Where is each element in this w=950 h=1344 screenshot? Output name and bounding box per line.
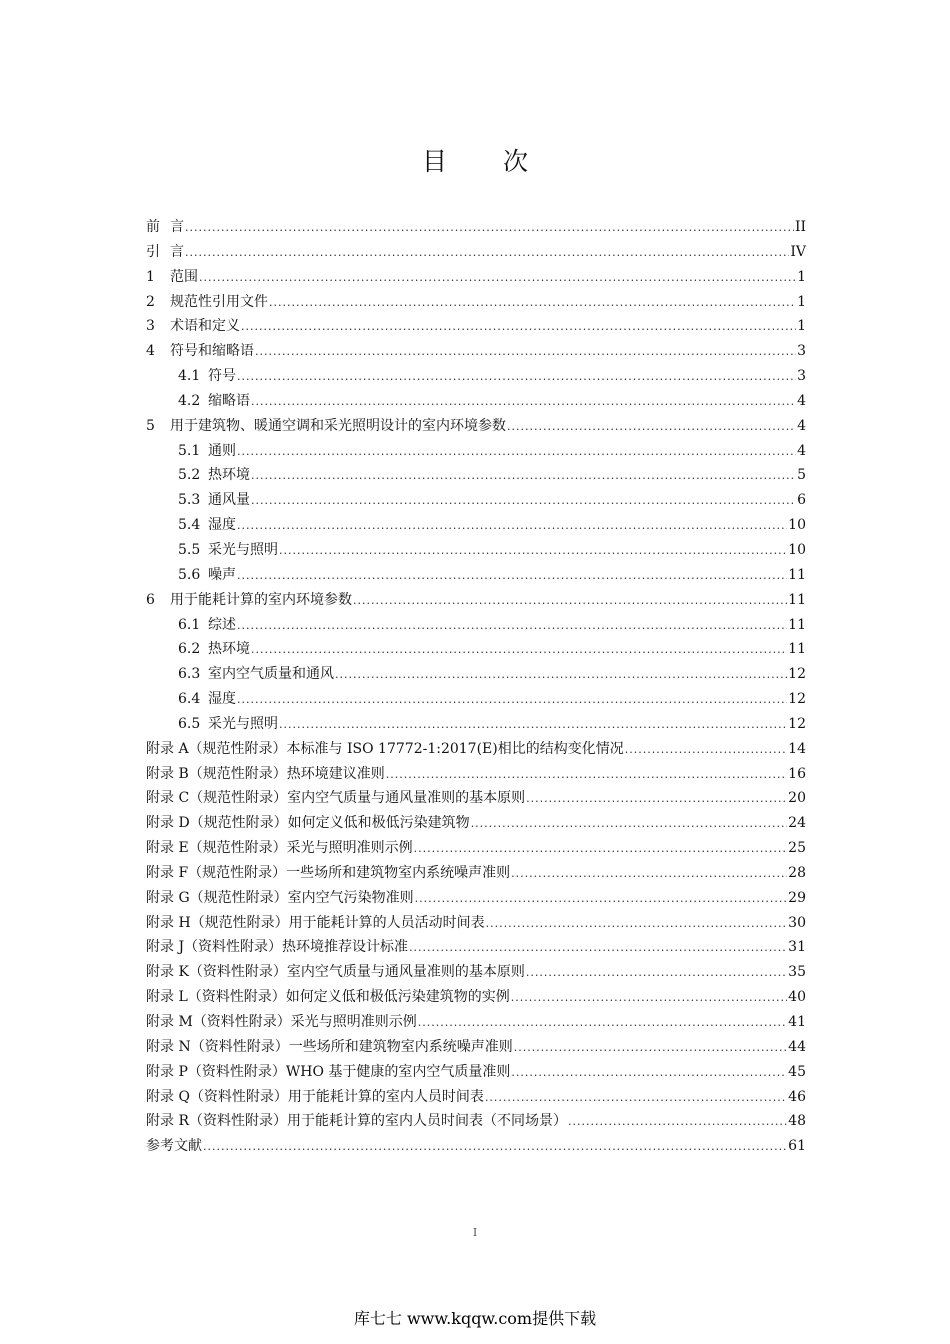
toc-entry-number: 4.2	[178, 392, 201, 409]
toc-entry-label: 热环境	[208, 641, 250, 658]
toc-entry-label: 附录 N（资料性附录）一些场所和建筑物室内系统噪声准则	[146, 1038, 513, 1055]
dot-leader	[279, 718, 787, 731]
toc-entry[interactable]	[146, 589, 806, 614]
dot-leader	[625, 743, 787, 756]
toc-entry-number: 5.1	[178, 442, 201, 459]
toc-entry-page: 11	[788, 641, 806, 658]
dot-leader	[237, 519, 787, 532]
toc-entry[interactable]	[146, 564, 806, 589]
toc-entry[interactable]	[146, 986, 806, 1011]
toc-entry-page: 10	[788, 541, 806, 558]
dot-leader	[241, 320, 796, 333]
toc-entry[interactable]	[146, 340, 806, 365]
dot-leader	[251, 494, 796, 507]
toc-entry-page: 10	[788, 517, 806, 534]
toc-entry-page: 1	[797, 293, 806, 310]
toc-entry-page: 3	[797, 343, 806, 360]
toc-entry-number: 2	[146, 293, 155, 310]
dot-leader	[507, 420, 796, 433]
toc-entry[interactable]	[146, 887, 806, 912]
toc-entry[interactable]	[146, 912, 806, 937]
toc-entry-page: IV	[790, 243, 806, 260]
toc-entry[interactable]	[146, 241, 806, 266]
toc-entry[interactable]	[146, 464, 806, 489]
toc-entry[interactable]	[146, 390, 806, 415]
toc-entry-page: 12	[788, 666, 806, 683]
toc-entry-label: 言	[170, 219, 184, 235]
toc-entry-page: 16	[788, 765, 806, 782]
download-watermark: 库七七 www.kqqw.com提供下载	[353, 1309, 597, 1328]
toc-entry-page: 12	[788, 691, 806, 708]
toc-entry-number: 1	[146, 268, 155, 285]
toc-entry-page: 20	[788, 790, 806, 807]
dot-leader	[335, 668, 787, 681]
toc-entry-label: 用于能耗计算的室内环境参数	[170, 591, 352, 608]
toc-entry-label: 参考文献	[146, 1138, 202, 1155]
toc-entry-label: 附录 K（资料性附录）室内空气质量与通风量准则的基本原则	[146, 964, 525, 981]
toc-entry[interactable]	[146, 1061, 806, 1086]
dot-leader	[237, 370, 796, 383]
toc-entry-page: II	[794, 219, 806, 235]
dot-leader	[514, 1041, 787, 1054]
toc-entry-label: 附录 C（规范性附录）室内空气质量与通风量准则的基本原则	[146, 790, 526, 807]
toc-entry-label: 附录 H（规范性附录）用于能耗计算的人员活动时间表	[146, 914, 485, 931]
toc-entry[interactable]	[146, 216, 806, 241]
toc-entry[interactable]	[146, 291, 806, 316]
toc-entry-number: 3	[146, 318, 155, 335]
toc-entry-number: 6.2	[178, 641, 201, 658]
toc-entry-number: 6.1	[178, 616, 201, 633]
toc-entry-number: 6.4	[178, 691, 201, 708]
toc-entry-number: 6.3	[178, 666, 201, 683]
toc-entry-page: 11	[788, 591, 806, 608]
toc-entry[interactable]	[146, 936, 806, 961]
toc-entry[interactable]	[146, 738, 806, 763]
toc-entry-label: 缩略语	[208, 392, 250, 409]
toc-entry[interactable]	[146, 514, 806, 539]
dot-leader	[415, 892, 788, 905]
toc-entry-label: 湿度	[208, 691, 236, 708]
toc-entry-label: 附录 R（资料性附录）用于能耗计算的室内人员时间表（不同场景）	[146, 1113, 567, 1130]
toc-entry-page: 28	[788, 864, 806, 881]
dot-leader	[203, 1140, 787, 1153]
toc-entry[interactable]	[146, 415, 806, 440]
toc-entry[interactable]	[146, 961, 806, 986]
toc-entry-page: 30	[788, 914, 806, 931]
dot-leader	[237, 693, 787, 706]
toc-entry-page: 11	[788, 616, 806, 633]
toc-entry-page: 11	[788, 566, 806, 583]
toc-entry-number: 5.5	[178, 541, 201, 558]
toc-entry-label: 附录 B（规范性附录）热环境建议准则	[146, 765, 385, 782]
toc-entry-page: 4	[797, 417, 806, 434]
toc-entry[interactable]	[146, 688, 806, 713]
toc-entry[interactable]	[146, 713, 806, 738]
toc-entry[interactable]	[146, 266, 806, 291]
toc-entry-page: 31	[788, 939, 806, 956]
toc-entry-number: 6.5	[178, 715, 201, 732]
dot-leader	[526, 792, 787, 805]
toc-entry[interactable]	[146, 614, 806, 639]
toc-entry-page: 41	[788, 1014, 806, 1030]
toc-entry-number: 6	[146, 591, 155, 608]
toc-entry[interactable]	[146, 440, 806, 465]
toc-entry-page: 1	[797, 268, 806, 285]
toc-entry[interactable]	[146, 365, 806, 390]
toc-entry-label: 附录 P（资料性附录）WHO 基于健康的室内空气质量准则	[146, 1063, 511, 1080]
toc-entry-label: 综述	[208, 616, 236, 633]
page-number: I	[472, 1226, 478, 1239]
toc-entry[interactable]	[146, 1086, 806, 1111]
toc-entry[interactable]	[146, 315, 806, 340]
toc-entry-label: 范围	[170, 268, 198, 285]
toc-entry-number: 前	[146, 219, 160, 235]
toc-entry-page: 46	[788, 1088, 806, 1105]
toc-entry-page: 29	[788, 889, 806, 906]
toc-entry-page: 44	[788, 1038, 806, 1055]
toc-entry-label: 附录 D（规范性附录）如何定义低和极低污染建筑物	[146, 815, 470, 832]
toc-entry-page: 1	[797, 318, 806, 335]
dot-leader	[409, 941, 787, 954]
toc-entry-label: 采光与照明	[208, 715, 278, 732]
toc-entry[interactable]	[146, 1110, 806, 1135]
toc-entry[interactable]	[146, 1135, 806, 1160]
toc-entry-label: 言	[170, 243, 184, 260]
toc-entry[interactable]	[146, 1011, 806, 1036]
toc-entry-label: 湿度	[208, 517, 236, 534]
toc-entry-label: 附录 G（规范性附录）室内空气污染物准则	[146, 889, 414, 906]
toc-entry-label: 符号和缩略语	[170, 343, 254, 360]
toc-entry[interactable]	[146, 763, 806, 788]
toc-entry[interactable]	[146, 812, 806, 837]
toc-entry-page: 25	[788, 840, 806, 857]
toc-entry-label: 附录 Q（资料性附录）用于能耗计算的室内人员时间表	[146, 1088, 484, 1105]
dot-leader	[568, 1115, 787, 1128]
toc-entry-number: 5.4	[178, 517, 201, 534]
toc-entry[interactable]	[146, 539, 806, 564]
toc-entry-page: 3	[797, 368, 806, 385]
toc-entry-label: 热环境	[208, 467, 250, 484]
dot-leader	[185, 221, 794, 234]
toc-entry-page: 24	[788, 815, 806, 832]
dot-leader	[414, 842, 788, 855]
toc-entry-label: 附录 L（资料性附录）如何定义低和极低污染建筑物的实例	[146, 989, 510, 1006]
dot-leader	[279, 544, 787, 557]
toc-entry[interactable]	[146, 787, 806, 812]
toc-entry-number: 4	[146, 343, 155, 360]
table-of-contents	[146, 216, 806, 1160]
toc-entry[interactable]	[146, 1036, 806, 1061]
toc-entry-number: 5	[146, 417, 155, 434]
toc-entry-number: 5.6	[178, 566, 201, 583]
dot-leader	[237, 619, 787, 632]
toc-entry-label: 附录 E（规范性附录）采光与照明准则示例	[146, 840, 413, 857]
dot-leader	[485, 1091, 787, 1104]
toc-entry-page: 48	[788, 1113, 806, 1130]
dot-leader	[511, 991, 787, 1004]
toc-entry-page: 4	[797, 392, 806, 409]
toc-entry-page: 4	[797, 442, 806, 459]
toc-entry[interactable]	[146, 837, 806, 862]
toc-entry-page: 12	[788, 715, 806, 732]
toc-entry-page: 35	[788, 964, 806, 981]
toc-entry-page: 45	[788, 1063, 806, 1080]
toc-entry-label: 符号	[208, 368, 236, 385]
dot-leader	[237, 445, 796, 458]
toc-entry-label: 室内空气质量和通风	[208, 666, 334, 683]
dot-leader	[386, 768, 787, 781]
toc-entry-label: 采光与照明	[208, 541, 278, 558]
toc-entry-label: 噪声	[208, 566, 236, 583]
dot-leader	[526, 966, 787, 979]
toc-entry[interactable]	[146, 862, 806, 887]
toc-entry-label: 附录 A（规范性附录）本标准与 ISO 17772-1:2017(E)相比的结构变化情况	[146, 740, 624, 757]
dot-leader	[418, 1016, 787, 1029]
dot-leader	[255, 345, 796, 358]
toc-entry-label: 附录 F（规范性附录）一些场所和建筑物室内系统噪声准则	[146, 864, 511, 881]
toc-entry-label: 附录 M（资料性附录）采光与照明准则示例	[146, 1014, 417, 1030]
toc-entry[interactable]	[146, 663, 806, 688]
toc-entry-page: 6	[797, 492, 806, 509]
dot-leader	[511, 867, 787, 880]
toc-entry[interactable]	[146, 638, 806, 663]
dot-leader	[185, 246, 789, 259]
toc-entry-page: 5	[797, 467, 806, 484]
dot-leader	[251, 469, 796, 482]
toc-entry-label: 通风量	[208, 492, 250, 509]
toc-entry-label: 规范性引用文件	[170, 293, 268, 310]
dot-leader	[353, 594, 787, 607]
toc-entry-number: 5.2	[178, 467, 201, 484]
dot-leader	[251, 643, 787, 656]
dot-leader	[237, 569, 787, 582]
toc-entry-label: 通则	[208, 442, 236, 459]
dot-leader	[199, 271, 796, 284]
toc-entry-number: 引	[146, 243, 160, 260]
toc-entry-page: 61	[788, 1138, 806, 1155]
toc-entry-number: 4.1	[178, 368, 201, 385]
toc-entry[interactable]	[146, 489, 806, 514]
toc-entry-page: 40	[788, 989, 806, 1006]
dot-leader	[511, 1066, 787, 1079]
toc-entry-label: 用于建筑物、暖通空调和采光照明设计的室内环境参数	[170, 417, 506, 434]
dot-leader	[486, 917, 788, 930]
toc-entry-page: 14	[788, 740, 806, 757]
toc-entry-label: 术语和定义	[170, 318, 240, 335]
toc-entry-number: 5.3	[178, 492, 201, 509]
page-title: 目 次	[422, 147, 552, 176]
toc-entry-label: 附录 J（资料性附录）热环境推荐设计标准	[146, 939, 409, 956]
dot-leader	[251, 395, 796, 408]
dot-leader	[471, 817, 787, 830]
dot-leader	[269, 296, 796, 309]
